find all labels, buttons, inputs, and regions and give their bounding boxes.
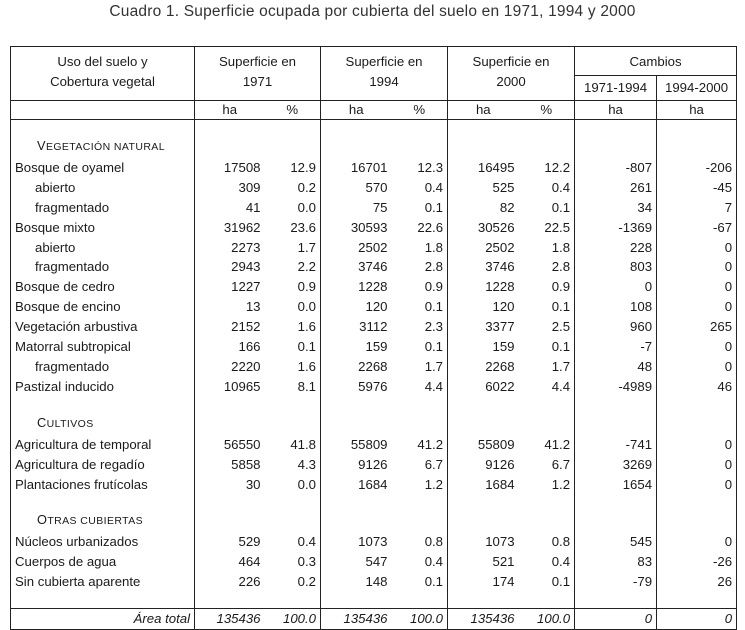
value-cell: 7 <box>657 198 737 218</box>
value-cell: 309 <box>238 179 261 195</box>
spacer-cell <box>265 494 321 510</box>
value-cell: 10965 <box>223 378 261 394</box>
spacer-cell <box>321 120 392 137</box>
row-label: Agricultura de temporal <box>11 435 195 455</box>
value-cell: 135436 <box>448 609 519 630</box>
value-cell: 22.6 <box>392 218 448 238</box>
spacer-cell <box>11 592 195 609</box>
table-row <box>11 158 737 178</box>
value-cell: 1654 <box>575 475 657 495</box>
spacer-cell <box>575 397 657 413</box>
total-label: Área total <box>11 609 195 630</box>
value-cell: 0.1 <box>392 198 448 218</box>
value-cell: 41 <box>245 199 261 215</box>
table-row <box>11 218 737 238</box>
spacer-cell <box>265 592 321 609</box>
value-cell: 120 <box>492 299 515 315</box>
value-cell: 12.2 <box>519 158 575 178</box>
value-cell: 4.4 <box>392 377 448 397</box>
table-header <box>11 47 737 120</box>
value-cell: 1.8 <box>392 238 448 258</box>
value-cell: 960 <box>575 317 657 337</box>
value-cell: 1227 <box>231 279 261 295</box>
header-unit-ha: ha <box>448 101 519 120</box>
value-cell: 1073 <box>358 534 388 550</box>
spacer-cell <box>448 494 519 510</box>
value-cell: 26 <box>657 572 737 592</box>
value-cell: 0 <box>657 238 737 258</box>
value-cell: 8.1 <box>265 377 321 397</box>
value-cell: 1.7 <box>392 357 448 377</box>
value-cell: 159 <box>492 339 515 355</box>
value-cell: 100.0 <box>265 609 321 630</box>
empty-cell <box>265 136 321 158</box>
value-cell: 0 <box>657 455 737 475</box>
table-row <box>11 337 737 357</box>
value-cell: 265 <box>657 317 737 337</box>
value-cell: 570 <box>365 179 388 195</box>
spacer-cell <box>265 120 321 137</box>
empty-cell <box>575 413 657 435</box>
value-cell: 0.1 <box>519 198 575 218</box>
value-cell: 31962 <box>223 219 261 235</box>
value-cell: -206 <box>657 158 737 178</box>
value-cell: 1684 <box>485 476 515 492</box>
header-cambios: Cambios <box>575 47 737 76</box>
empty-cell <box>519 413 575 435</box>
value-cell: 159 <box>365 339 388 355</box>
value-cell: 0.4 <box>519 552 575 572</box>
row-label: fragmentado <box>11 198 195 218</box>
spacer-cell <box>657 120 737 137</box>
value-cell: 1228 <box>358 279 388 295</box>
value-cell: 2502 <box>485 239 515 255</box>
value-cell: 0.9 <box>265 277 321 297</box>
empty-cell <box>195 136 265 158</box>
value-cell: -67 <box>657 218 737 238</box>
header-sup-2000-line1: Superficie en <box>472 54 550 69</box>
value-cell: 34 <box>575 198 657 218</box>
value-cell: 56550 <box>223 436 261 452</box>
empty-cell <box>448 136 519 158</box>
value-cell: 545 <box>575 532 657 552</box>
header-cambio-1994-2000: 1994-2000 <box>657 76 737 101</box>
value-cell: 135436 <box>321 609 392 630</box>
section-title <box>11 510 195 532</box>
value-cell: 0 <box>657 257 737 277</box>
value-cell: 41.2 <box>519 435 575 455</box>
value-cell: 46 <box>657 377 737 397</box>
value-cell: 2.8 <box>519 257 575 277</box>
value-cell: 0.1 <box>265 337 321 357</box>
value-cell: 525 <box>492 179 515 195</box>
empty-cell <box>195 413 265 435</box>
table-row <box>11 552 737 572</box>
value-cell: 16495 <box>477 159 515 175</box>
value-cell: 0.9 <box>392 277 448 297</box>
value-cell: 166 <box>238 339 261 355</box>
spacer-cell <box>11 120 195 137</box>
value-cell: 0 <box>575 277 657 297</box>
value-cell: 3377 <box>485 319 515 335</box>
empty-cell <box>265 413 321 435</box>
value-cell: 1.2 <box>392 475 448 495</box>
spacer-cell <box>392 397 448 413</box>
value-cell: 30526 <box>477 219 515 235</box>
header-unit-ha: ha <box>657 101 737 120</box>
total-row <box>11 609 737 630</box>
value-cell: 803 <box>575 257 657 277</box>
value-cell: 0 <box>657 357 737 377</box>
value-cell: 22.5 <box>519 218 575 238</box>
value-cell: 4.3 <box>265 455 321 475</box>
table-row <box>11 277 737 297</box>
header-uso <box>11 47 195 101</box>
value-cell: 0.8 <box>392 532 448 552</box>
row-label: abierto <box>11 178 195 198</box>
spacer-cell <box>657 397 737 413</box>
empty-cell <box>448 413 519 435</box>
header-cambio-1971-1994: 1971-1994 <box>575 76 657 101</box>
empty-cell <box>575 136 657 158</box>
value-cell: 6022 <box>485 378 515 394</box>
empty-cell <box>519 510 575 532</box>
table-row <box>11 377 737 397</box>
value-cell: 55809 <box>477 436 515 452</box>
value-cell: 5858 <box>231 456 261 472</box>
value-cell: 174 <box>492 574 515 590</box>
spacer-cell <box>575 494 657 510</box>
empty-cell <box>392 136 448 158</box>
spacer-cell <box>519 592 575 609</box>
value-cell: 9126 <box>358 456 388 472</box>
spacer-cell <box>519 120 575 137</box>
spacer-cell <box>321 592 392 609</box>
value-cell: 1.6 <box>265 357 321 377</box>
row-label: Bosque de oyamel <box>11 158 195 178</box>
value-cell: 0.8 <box>519 532 575 552</box>
value-cell: 6.7 <box>519 455 575 475</box>
empty-cell <box>657 510 737 532</box>
header-unit-pct: % <box>519 101 575 120</box>
value-cell: -26 <box>657 552 737 572</box>
header-sup-2000-line2: 2000 <box>496 73 526 89</box>
value-cell: 1.7 <box>265 238 321 258</box>
value-cell: 75 <box>372 199 388 215</box>
value-cell: 9126 <box>485 456 515 472</box>
value-cell: 0.3 <box>265 552 321 572</box>
value-cell: -79 <box>575 572 657 592</box>
value-cell: 0.0 <box>265 475 321 495</box>
row-label: Bosque mixto <box>11 218 195 238</box>
header-unit-pct: % <box>392 101 448 120</box>
spacer-row <box>11 592 737 609</box>
header-sup-1971-line1: Superficie en <box>219 54 296 69</box>
value-cell: 2.3 <box>392 317 448 337</box>
empty-cell <box>448 510 519 532</box>
value-cell: 0.4 <box>265 532 321 552</box>
value-cell: -4989 <box>575 377 657 397</box>
row-label: Bosque de encino <box>11 297 195 317</box>
spacer-cell <box>321 397 392 413</box>
value-cell: 0 <box>657 435 737 455</box>
value-cell: 5976 <box>358 378 388 394</box>
value-cell: 2502 <box>358 239 388 255</box>
spacer-cell <box>195 120 265 137</box>
spacer-cell <box>265 397 321 413</box>
value-cell: 48 <box>575 357 657 377</box>
spacer-cell <box>392 120 448 137</box>
value-cell: 1.7 <box>519 357 575 377</box>
value-cell: 1.8 <box>519 238 575 258</box>
table-row <box>11 532 737 552</box>
value-cell: 30 <box>245 476 261 492</box>
value-cell: -741 <box>575 435 657 455</box>
value-cell: 41.2 <box>392 435 448 455</box>
table-row <box>11 357 737 377</box>
value-cell: 0.0 <box>265 198 321 218</box>
empty-cell <box>657 136 737 158</box>
value-cell: 2273 <box>231 239 261 255</box>
value-cell: 100.0 <box>392 609 448 630</box>
table-row <box>11 317 737 337</box>
table-row <box>11 455 737 475</box>
value-cell: 0 <box>657 337 737 357</box>
spacer-cell <box>392 494 448 510</box>
header-sup-1994 <box>321 47 448 101</box>
row-label: Vegetación arbustiva <box>11 317 195 337</box>
section-title-row <box>11 510 737 532</box>
value-cell: 0.2 <box>265 178 321 198</box>
empty-cell <box>265 510 321 532</box>
value-cell: 2152 <box>231 319 261 335</box>
value-cell: 0.1 <box>519 297 575 317</box>
table-row <box>11 435 737 455</box>
header-uso-line1: Uso del suelo y <box>57 54 148 69</box>
value-cell: 3112 <box>359 319 388 335</box>
header-sup-1971-line2: 1971 <box>242 73 273 89</box>
row-label: fragmentado <box>11 357 195 377</box>
spacer-cell <box>11 494 195 510</box>
table-row <box>11 475 737 495</box>
value-cell: 1.2 <box>519 475 575 495</box>
spacer-cell <box>448 592 519 609</box>
value-cell: 82 <box>499 199 515 215</box>
value-cell: 529 <box>238 534 261 550</box>
header-sup-1994-line2: 1994 <box>369 73 399 89</box>
spacer-cell <box>448 397 519 413</box>
value-cell: 464 <box>238 554 261 570</box>
value-cell: 0.4 <box>392 552 448 572</box>
table-row <box>11 238 737 258</box>
header-sup-1971 <box>195 47 321 101</box>
header-uso-line2: Cobertura vegetal <box>50 73 155 89</box>
value-cell: 0.1 <box>392 297 448 317</box>
section-title <box>11 413 195 435</box>
row-label: Bosque de cedro <box>11 277 195 297</box>
value-cell: 17508 <box>223 159 261 175</box>
spacer-cell <box>448 120 519 137</box>
spacer-cell <box>575 120 657 137</box>
value-cell: 521 <box>492 554 515 570</box>
value-cell: 261 <box>575 178 657 198</box>
value-cell: 3746 <box>485 259 515 275</box>
value-cell: 0 <box>657 532 737 552</box>
header-sup-1994-line1: Superficie en <box>345 54 423 69</box>
section-title-initial: V <box>37 138 46 153</box>
value-cell: 0.1 <box>519 572 575 592</box>
section-title-initial: C <box>37 414 47 430</box>
spacer-cell <box>11 397 195 413</box>
value-cell: 3269 <box>575 455 657 475</box>
value-cell: 16701 <box>350 159 388 175</box>
value-cell: 2.8 <box>392 257 448 277</box>
table-row <box>11 257 737 277</box>
spacer-cell <box>519 397 575 413</box>
empty-cell <box>519 136 575 158</box>
value-cell: 1073 <box>485 534 515 550</box>
value-cell: 2.5 <box>519 317 575 337</box>
section-title-rest: TRAS CUBIERTAS <box>47 515 144 528</box>
value-cell: 0 <box>575 609 657 630</box>
row-label: Núcleos urbanizados <box>11 532 195 552</box>
value-cell: 1684 <box>358 476 388 492</box>
empty-cell <box>392 413 448 435</box>
spacer-cell <box>195 592 265 609</box>
value-cell: 108 <box>575 297 657 317</box>
value-cell: 0.2 <box>265 572 321 592</box>
row-label: abierto <box>11 238 195 258</box>
value-cell: 120 <box>365 299 388 315</box>
value-cell: -7 <box>575 337 657 357</box>
empty-cell <box>657 413 737 435</box>
header-unit-blank <box>11 101 195 120</box>
spacer-cell <box>519 494 575 510</box>
value-cell: 12.9 <box>265 158 321 178</box>
value-cell: 13 <box>245 299 261 315</box>
value-cell: 0 <box>657 609 737 630</box>
spacer-cell <box>392 592 448 609</box>
spacer-row <box>11 397 737 413</box>
section-title-row <box>11 413 737 435</box>
empty-cell <box>321 413 392 435</box>
value-cell: 2943 <box>231 259 261 275</box>
value-cell: 83 <box>575 552 657 572</box>
value-cell: 4.4 <box>519 377 575 397</box>
value-cell: 23.6 <box>265 218 321 238</box>
value-cell: 55809 <box>350 436 388 452</box>
spacer-cell <box>195 397 265 413</box>
value-cell: 3746 <box>358 259 388 275</box>
row-label: Plantaciones frutícolas <box>11 475 195 495</box>
value-cell: -1369 <box>575 218 657 238</box>
spacer-cell <box>575 592 657 609</box>
header-unit-pct: % <box>265 101 321 120</box>
section-title-rest: ULTIVOS <box>46 417 94 430</box>
value-cell: 1228 <box>485 279 515 295</box>
value-cell: 2220 <box>231 358 261 374</box>
value-cell: 0.9 <box>519 277 575 297</box>
value-cell: 2.2 <box>265 257 321 277</box>
value-cell: 0 <box>657 277 737 297</box>
value-cell: 2268 <box>485 358 515 374</box>
value-cell: 0 <box>657 475 737 495</box>
empty-cell <box>392 510 448 532</box>
table-row <box>11 572 737 592</box>
header-sup-2000 <box>448 47 575 101</box>
spacer-cell <box>657 494 737 510</box>
row-label: Sin cubierta aparente <box>11 572 195 592</box>
value-cell: 12.3 <box>392 158 448 178</box>
table-row <box>11 198 737 218</box>
value-cell: 0.4 <box>519 178 575 198</box>
value-cell: 547 <box>365 554 388 570</box>
value-cell: 0.1 <box>519 337 575 357</box>
value-cell: 2268 <box>358 358 388 374</box>
value-cell: 226 <box>238 574 261 590</box>
empty-cell <box>321 510 392 532</box>
section-title <box>11 136 195 158</box>
value-cell: 41.8 <box>265 435 321 455</box>
header-unit-ha: ha <box>195 101 265 120</box>
empty-cell <box>321 136 392 158</box>
section-title-row <box>11 136 737 158</box>
value-cell: 0.0 <box>265 297 321 317</box>
row-label: Matorral subtropical <box>11 337 195 357</box>
value-cell: 0 <box>657 297 737 317</box>
table-caption: Cuadro 1. Superficie ocupada por cubierta del suelo en 1971, 1994 y 2000 <box>109 3 636 20</box>
row-label: Agricultura de regadío <box>11 455 195 475</box>
header-unit-ha: ha <box>321 101 392 120</box>
table-body <box>11 120 737 630</box>
table-row <box>11 178 737 198</box>
spacer-cell <box>321 494 392 510</box>
empty-cell <box>575 510 657 532</box>
row-label: Cuerpos de agua <box>11 552 195 572</box>
table-row <box>11 297 737 317</box>
spacer-cell <box>195 494 265 510</box>
value-cell: 0.1 <box>392 337 448 357</box>
section-title-rest: EGETACIÓN NATURAL <box>45 141 165 153</box>
value-cell: 1.6 <box>265 317 321 337</box>
value-cell: 135436 <box>195 609 265 630</box>
value-cell: 6.7 <box>392 455 448 475</box>
value-cell: 0.1 <box>392 572 448 592</box>
value-cell: 228 <box>575 238 657 258</box>
spacer-row <box>11 494 737 510</box>
spacer-row <box>11 120 737 137</box>
value-cell: 100.0 <box>519 609 575 630</box>
row-label: Pastizal inducido <box>11 377 195 397</box>
row-label: fragmentado <box>11 257 195 277</box>
spacer-cell <box>657 592 737 609</box>
header-unit-ha: ha <box>575 101 657 120</box>
value-cell: -807 <box>575 158 657 178</box>
value-cell: 148 <box>365 574 388 590</box>
land-cover-table <box>10 46 737 630</box>
value-cell: 0.4 <box>392 178 448 198</box>
value-cell: 30593 <box>350 219 388 235</box>
section-title-initial: O <box>37 512 48 528</box>
value-cell: -45 <box>657 178 737 198</box>
empty-cell <box>195 510 265 532</box>
